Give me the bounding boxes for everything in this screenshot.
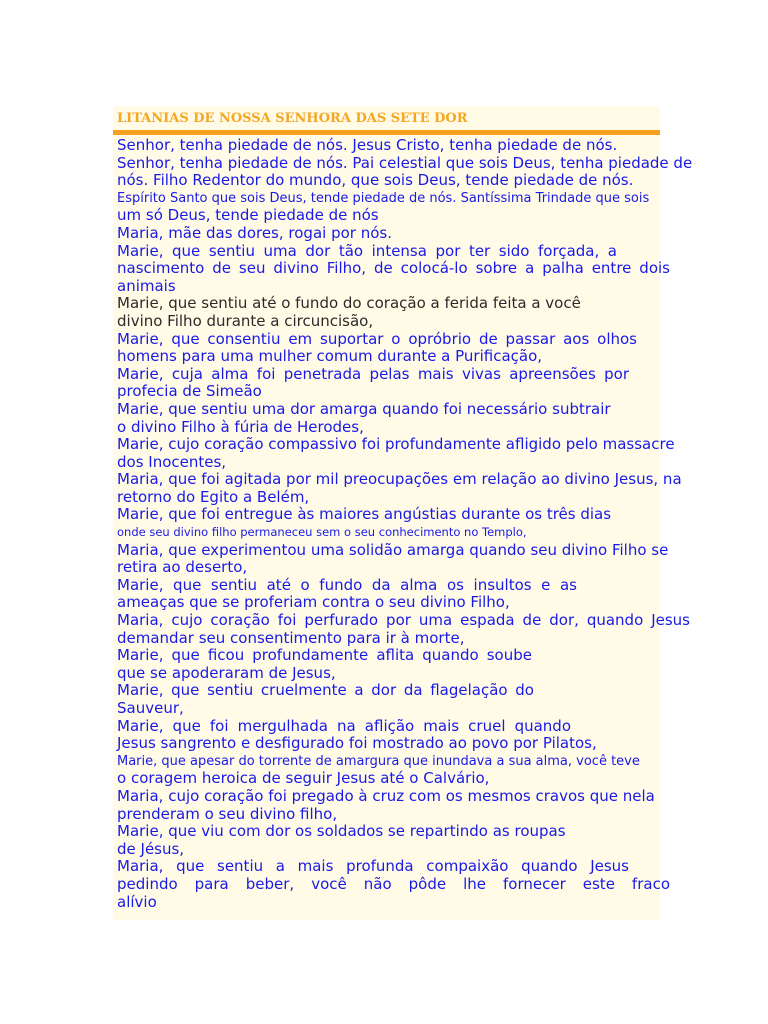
text-line: Sauveur, xyxy=(117,699,184,717)
text-line: Marie, que consentiu em suportar o opróbrio de passar aos olhos xyxy=(117,330,637,348)
text-line: onde seu divino filho permaneceu sem o seu conhecimento no Templo, xyxy=(117,525,527,540)
text-line: alívio xyxy=(117,892,157,911)
text-line: retorno do Egito a Belém, xyxy=(117,487,310,506)
text-line: nascimento de seu divino Filho, de colocá-lo sobre a palha entre dois xyxy=(117,260,670,278)
text-line: Marie, que sentiu uma dor amarga quando foi necessário subtrair xyxy=(117,399,611,418)
text-line: Marie, que foi entregue às maiores angústias durante os três dias xyxy=(117,505,612,524)
text-line: Maria, que foi agitada por mil preocupações em relação ao divino Jesus, na xyxy=(117,470,682,489)
text-line: Marie, cujo coração compassivo foi profundamente afligido pelo massacre xyxy=(117,435,675,454)
text-line: pedindo para beber, você não pôde lhe fornecer este fraco xyxy=(117,875,670,893)
text-line: Marie, que sentiu até o fundo do coração a ferida feita a você xyxy=(117,294,581,313)
text-line: Marie, que viu com dor os soldados se repartindo as roupas xyxy=(117,822,566,841)
text-line: Senhor, tenha piedade de nós. Pai celestial que sois Deus, tenha piedade de xyxy=(117,153,693,172)
document-title: LITANIAS DE NOSSA SENHORA DAS SETE DOR xyxy=(117,111,468,126)
text-line: nós. Filho Redentor do mundo, que sois Deus, tende piedade de nós. xyxy=(117,171,634,190)
text-line: um só Deus, tende piedade de nós xyxy=(117,206,379,225)
text-line: Marie, cuja alma foi penetrada pelas mais vivas apreensões por xyxy=(117,365,629,383)
text-line: Marie, que sentiu cruelmente a dor da flagelação do xyxy=(117,682,534,700)
text-line: o divino Filho à fúria de Herodes, xyxy=(117,417,364,436)
text-line: Espírito Santo que sois Deus, tende piedade de nós. Santíssima Trindade que sois xyxy=(117,190,650,206)
text-line: animais xyxy=(117,276,176,295)
text-line: Marie, que ficou profundamente aflita quando soube xyxy=(117,647,532,665)
text-line: Marie, que apesar do torrente de amargura que inundava a sua alma, você teve xyxy=(117,753,640,769)
text-line: homens para uma mulher comum durante a Purificação, xyxy=(117,347,543,366)
title-underline-rule xyxy=(113,130,660,135)
text-line: ameaças que se proferiam contra o seu divino Filho, xyxy=(117,593,510,612)
text-line: Maria, que sentiu a mais profunda compaixão quando Jesus xyxy=(117,858,629,876)
text-line: de Jésus, xyxy=(117,839,185,858)
text-line: Maria, cujo coração foi perfurado por uma espada de dor, quando Jesus xyxy=(117,612,690,630)
text-line: Maria, mãe das dores, rogai por nós. xyxy=(117,223,392,242)
text-line: Marie, que foi mergulhada na aflição mais cruel quando xyxy=(117,717,571,735)
text-line: divino Filho durante a circuncisão, xyxy=(117,311,374,330)
text-line: dos Inocentes, xyxy=(117,452,227,471)
text-line: profecia de Simeão xyxy=(117,382,262,401)
text-line: Jesus sangrento e desfigurado foi mostrado ao povo por Pilatos, xyxy=(117,734,597,753)
text-line: prenderam o seu divino filho, xyxy=(117,804,338,823)
text-line: Maria, cujo coração foi pregado à cruz com os mesmos cravos que nela xyxy=(117,786,655,805)
text-line: demandar seu consentimento para ir à morte, xyxy=(117,628,465,647)
text-line: Marie, que sentiu uma dor tão intensa por ter sido forçada, a xyxy=(117,242,617,260)
text-line: Senhor, tenha piedade de nós. Jesus Cristo, tenha piedade de nós. xyxy=(117,136,618,154)
text-line: Marie, que sentiu até o fundo da alma os insultos e as xyxy=(117,576,577,594)
text-line: o coragem heroica de seguir Jesus até o Calvário, xyxy=(117,769,490,788)
text-line: retira ao deserto, xyxy=(117,558,248,577)
litany-text-body xyxy=(117,137,697,911)
text-line: Maria, que experimentou uma solidão amarga quando seu divino Filho se xyxy=(117,540,669,559)
text-line: que se apoderaram de Jesus, xyxy=(117,663,336,682)
